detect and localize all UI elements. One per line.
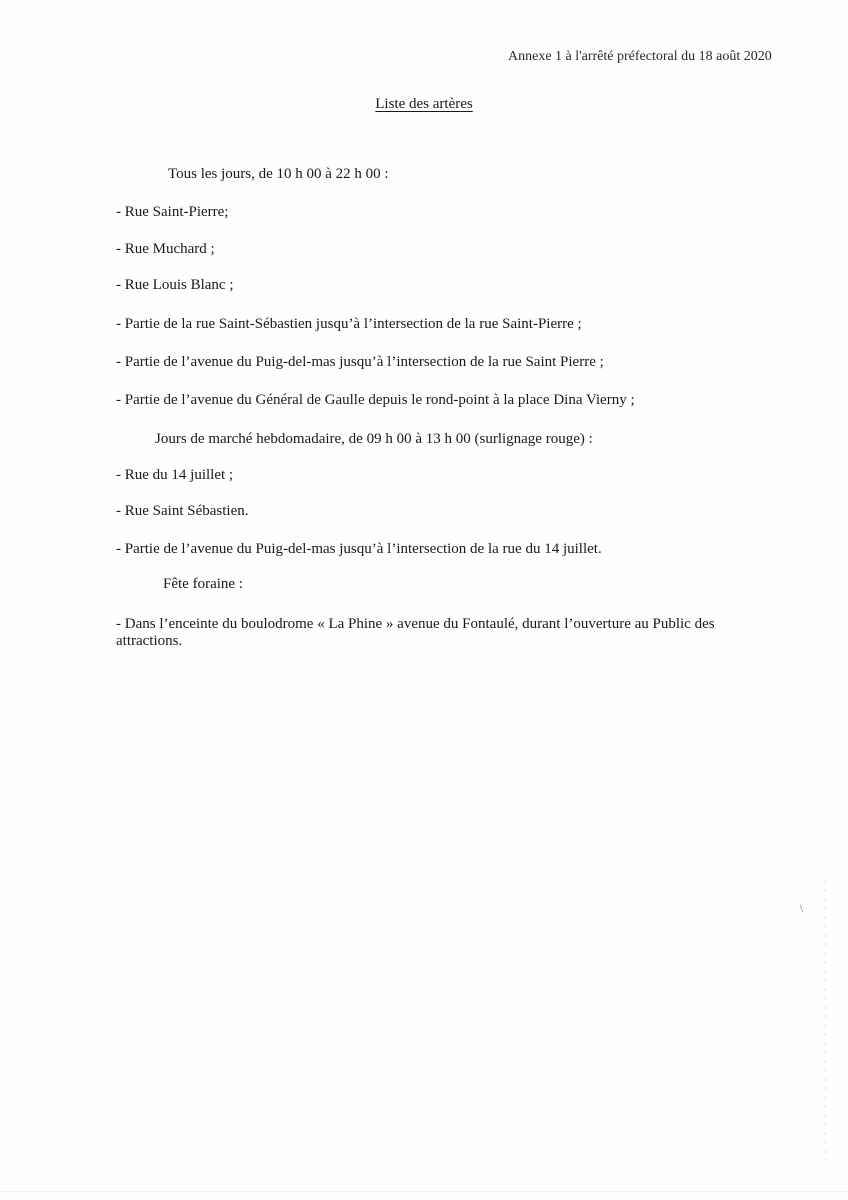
scan-bottom-edge	[0, 1191, 848, 1192]
scan-edge-shadow	[825, 880, 826, 1160]
fair-item: - Dans l’enceinte du boulodrome « La Phine » avenue du Fontaulé, durant l’ouverture au Public des attractions.	[116, 616, 715, 649]
fair-heading: Fête foraine :	[163, 576, 243, 592]
daily-item: - Partie de la rue Saint-Sébastien jusqu’à l’intersection de la rue Saint-Pierre ;	[116, 316, 582, 332]
document-title: Liste des artères	[375, 96, 473, 112]
document-header: Annexe 1 à l'arrêté préfectoral du 18 août 2020	[508, 49, 772, 64]
market-heading: Jours de marché hebdomadaire, de 09 h 00 à 13 h 00 (surlignage rouge) :	[155, 431, 593, 447]
daily-item: - Rue Saint-Pierre;	[116, 204, 229, 220]
daily-item: - Partie de l’avenue du Puig-del-mas jusqu’à l’intersection de la rue Saint Pierre ;	[116, 354, 604, 370]
stray-mark: \	[800, 904, 803, 915]
market-item: - Partie de l’avenue du Puig-del-mas jusqu’à l’intersection de la rue du 14 juillet.	[116, 541, 602, 557]
daily-item: - Rue Muchard ;	[116, 241, 215, 257]
daily-heading: Tous les jours, de 10 h 00 à 22 h 00 :	[168, 166, 389, 182]
market-item: - Rue Saint Sébastien.	[116, 503, 249, 519]
daily-item: - Rue Louis Blanc ;	[116, 277, 234, 293]
daily-item: - Partie de l’avenue du Général de Gaulle depuis le rond-point à la place Dina Vierny ;	[116, 392, 635, 408]
market-item: - Rue du 14 juillet ;	[116, 467, 234, 483]
